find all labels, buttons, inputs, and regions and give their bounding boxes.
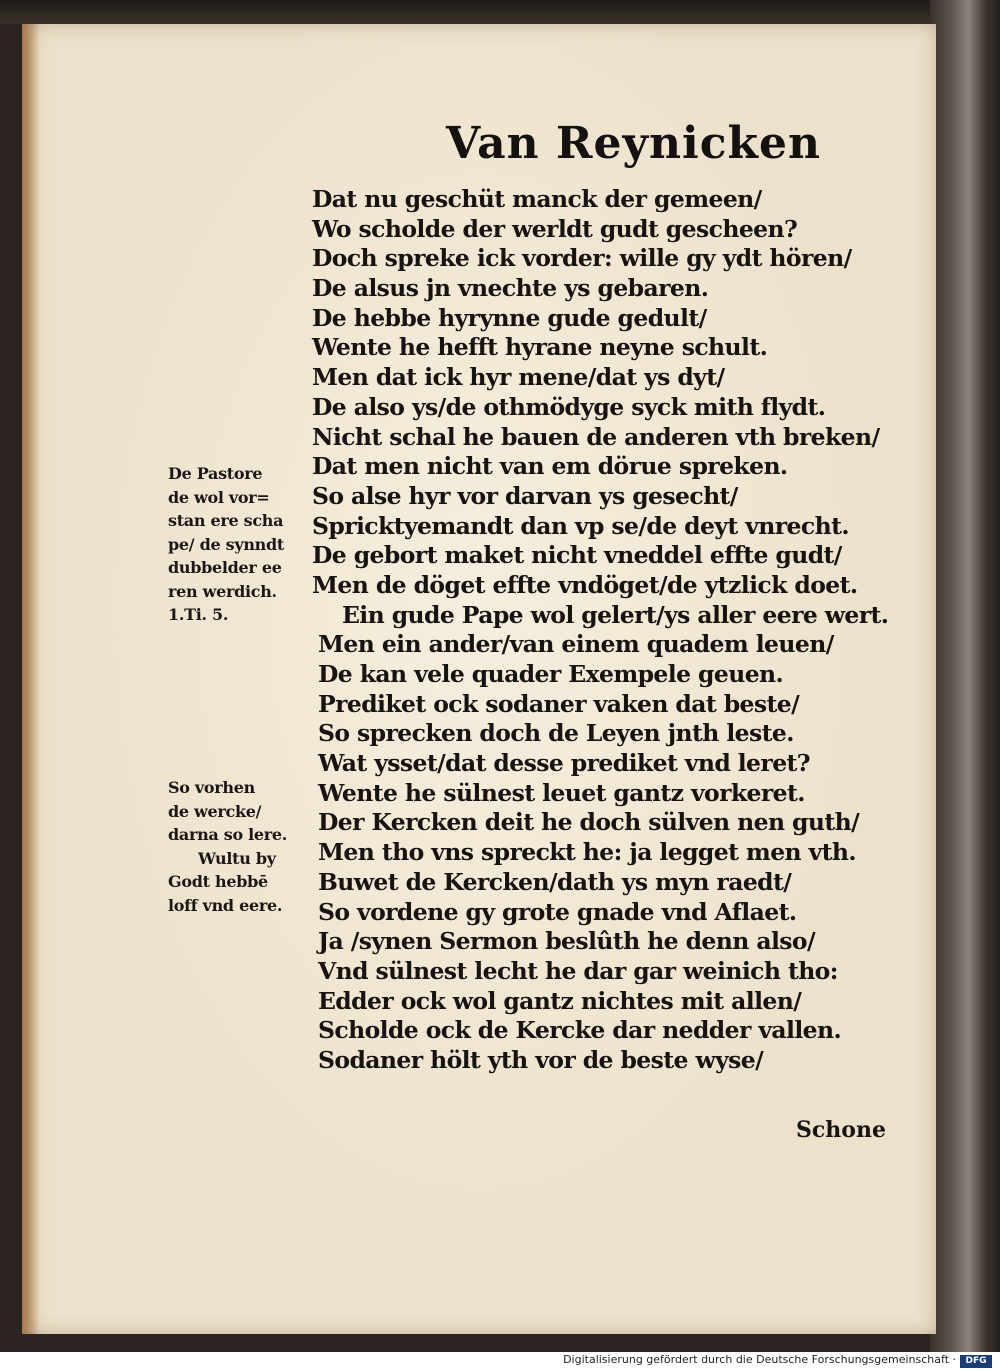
- verse-line: Men tho vns spreckt he: ja legget men vth.: [318, 838, 856, 867]
- verse-line: Sodaner hölt yth vor de beste wyse/: [318, 1045, 764, 1074]
- margin-note-line: de wol vor=: [168, 487, 270, 507]
- margin-note-pastors: [168, 462, 284, 627]
- verse-line: Doch spreke ick vorder: wille gy ydt hören/: [312, 244, 852, 273]
- verse-line: Buwet de Kercken/dath ys myn raedt/: [318, 867, 792, 896]
- margin-note-line: De Pastore: [168, 464, 263, 483]
- book-edge-right: [930, 0, 1000, 1352]
- verse-line: Wente he hefft hyrane neyne schult.: [312, 333, 768, 362]
- margin-note-line: 1.Ti. 5.: [168, 605, 229, 624]
- verse-line: Vnd sülnest lecht he dar gar weinich tho:: [318, 956, 838, 985]
- verse-line: Wente he sülnest leuet gantz vorkeret.: [318, 778, 805, 807]
- margin-note-line: ren werdich.: [168, 581, 277, 601]
- margin-note-line: Godt hebbē: [168, 872, 268, 891]
- verse-line: Edder ock wol gantz nichtes mit allen/: [318, 986, 802, 1015]
- margin-note-line: dubbelder ee: [168, 558, 282, 577]
- margin-note-works: [168, 776, 287, 917]
- verse-line: Spricktyemandt dan vp se/de deyt vnrecht.: [312, 511, 849, 540]
- running-header: Van Reynicken: [446, 118, 822, 169]
- verse-line: Nicht schal he bauen de anderen vth breken/: [312, 422, 880, 451]
- funding-credit: Digitalisierung gefördert durch die Deutsche Forschungsgemeinschaft ·: [563, 1353, 956, 1366]
- verse-line: Ja /synen Sermon beslûth he denn also/: [318, 927, 815, 956]
- verse-line: Prediket ock sodaner vaken dat beste/: [318, 689, 800, 718]
- margin-note-line: de wercke/: [168, 801, 262, 821]
- margin-note-line: Wultu by: [198, 848, 276, 868]
- margin-note-line: loff vnd eere.: [168, 895, 283, 915]
- margin-note-line: So vorhen: [168, 778, 255, 797]
- dfg-logo: DFG: [960, 1355, 992, 1368]
- catchword: Schone: [796, 1117, 886, 1143]
- margin-note-line: pe/ de synndt: [168, 534, 284, 554]
- book-edge-top: [0, 0, 1000, 24]
- verse-line: Ein gude Pape wol gelert/ys aller eere wert.: [342, 600, 889, 629]
- verse-line: Der Kercken deit he doch sülven nen guth/: [318, 808, 860, 837]
- verse-text: [312, 185, 889, 1076]
- verse-line: Dat nu geschüt manck der gemeen/: [312, 185, 762, 213]
- verse-line: De hebbe hyrynne gude gedult/: [312, 303, 707, 332]
- verse-line: Men de döget effte vndöget/de ytzlick doet.: [312, 570, 858, 599]
- margin-note-line: darna so lere.: [168, 825, 288, 844]
- verse-line: Men ein ander/van einem quadem leuen/: [318, 630, 834, 659]
- verse-line: De also ys/de othmödyge syck mith flydt.: [312, 392, 826, 421]
- verse-line: So vordene gy grote gnade vnd Aflaet.: [318, 897, 797, 926]
- verse-line: So alse hyr vor darvan ys gesecht/: [312, 481, 738, 510]
- verse-line: De gebort maket nicht vneddel effte gudt/: [312, 541, 842, 570]
- page-gutter: [22, 24, 40, 1334]
- verse-line: Dat men nicht van em dörue spreken.: [312, 452, 788, 481]
- verse-line: Scholde ock de Kercke dar nedder vallen.: [318, 1016, 842, 1045]
- verse-line: Men dat ick hyr mene/dat ys dyt/: [312, 363, 725, 392]
- verse-line: De alsus jn vnechte ys gebaren.: [312, 274, 709, 303]
- verse-line: Wat ysset/dat desse prediket vnd leret?: [318, 749, 810, 778]
- verse-line: So sprecken doch de Leyen jnth leste.: [318, 719, 794, 748]
- verse-line: De kan vele quader Exempele geuen.: [318, 660, 784, 688]
- verse-line: Wo scholde der werldt gudt gescheen?: [312, 214, 798, 243]
- margin-note-line: stan ere scha: [168, 511, 284, 530]
